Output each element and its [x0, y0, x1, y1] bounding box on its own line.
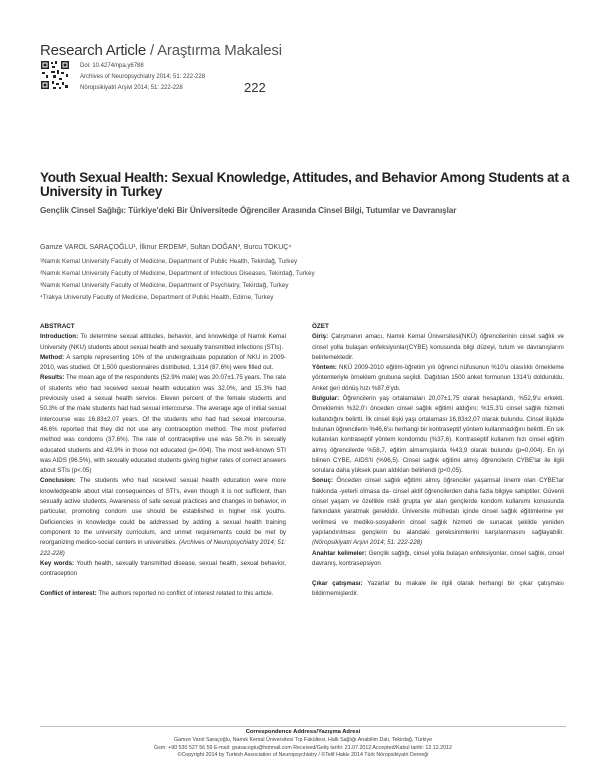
- journal-meta: [80, 61, 205, 94]
- ozet-heading: ÖZET: [312, 323, 329, 330]
- ozet-cikar: Çıkar çatışması: Yazarlar bu makale ile ilgili olarak herhangi bir çıkar çatışması bildirmemişlerdir.: [312, 580, 564, 598]
- footer-heading: Correspondence Address/Yazışma Adresi: [245, 729, 361, 735]
- ozet-anahtar: Anahtar kelimeler: Gençlik sağlığı, cinsel yolla bulaşan enfeksiyonlar, cinsel sağlık, cinsel davranış, kontrasepsiyon: [312, 549, 564, 567]
- ozet-yontem: Yöntem: NKÜ 2009-2010 eğitim-öğretim yılı öğrenci nüfusunun %10'u olasılıklı örnekleme yöntemleriyle örneklem grubuna seçildi. Dağıtılan 1500 anket formunun 1314'ü dolduruldu. Anket geri dönüş hızı %87,6'ydı.: [312, 364, 564, 392]
- ozet-bulgular: Bulgular: Öğrencilerin yaş ortalamaları 20,07±1,75 olarak hesaplandı, %52,9'u erkekti. Örneklemin %32,0'ı önceden cinsel sağlık eğitimi aldığını; %15,3'ü cinsel sağlık hizmeti kullandığını belirtti. İlk cinsel ilişki yaşı ortalaması 16,83±2,07 olarak bulundu. Cinsel ilişkide bulunan öğrencilerin %46,6'sı herhangi bir kontraseptif yöntem kullanmadığını belirtti. En sık kullanılan kontraseptif yöntem kondomdu (%37,6). Kontraseptif kullanım hızı cinsel eğitim almış öğrencilerde %58,7, eğitim almamışlarda %43,9 olarak bulundu (p=0,004). En iyi bilinen CYBE, AIDS'ti (%96,5). Cinsel sağlık eğitimi almış öğrencilerin CYBE'lar ile ilgili sorulara daha yüksek puan aldıkları belirlendi (p<0,05).: [312, 395, 564, 475]
- abstract-results: Results: The mean age of the respondents (52.9% male) was 20.07±1.75 years. The rate of students who had received sexual health education was 32.0%, and 15.3% had previously used a sexual health service. Eleven percent of the female students and 50.3% of the male students had had sexual intercourse. The average age of initial sexual intercourse was 16.83±2.07 years. Of the students who had had sexual intercourse, 46.6% reported that they did not use any contraception method. The most preferred method was condoms (37.6%). The rate of contraceptive use was 58.7% in sexually educated students and 43.9% in those not educated (p=.004). The most well-known STI was AIDS (96.5%), with sexually educated students giving higher rates of correct answers about STIs (p<.05): [40, 374, 287, 475]
- journal-citation-en: Archives of Neuropsychiatry 2014; 51: 222-228: [80, 74, 206, 80]
- doi[interactable]: Doi: 10.4274/npa.y6788: [80, 63, 144, 69]
- affiliation-1: ¹Namık Kemal University Faculty of Medicine, Department of Public Health, Tekirdağ, Turkey: [40, 258, 298, 265]
- affiliation-4: ⁴Trakya University Faculty of Medicine, Department of Public Health, Edirne, Turkey: [40, 294, 274, 301]
- affiliations: [40, 256, 315, 304]
- ozet-giris: Giriş: Çalışmanın amacı, Namık Kemal Üniversitesi(NKÜ) öğrencilerinin cinsel sağlık ve cinsel yolla bulaşan enfeksiyonlar(CYBE) konusunda bilgi düzeyi, tutum ve davranışlarını belirlemektedir.: [312, 333, 564, 361]
- abstract-tr: [312, 322, 564, 600]
- article-type-tr: Araştırma Makalesi: [157, 42, 282, 59]
- abstract-keywords: Key words: Youth health, sexually transmitted disease, sexual health, sexual behavior, contraception: [40, 559, 286, 578]
- journal-citation-tr: Nöropsikiyatri Arşivi 2014; 51: 222-228: [80, 85, 183, 91]
- abstract-en: [40, 322, 286, 600]
- correspondence-footer: [40, 729, 566, 760]
- footer-address: Gamze Varol Saraçoğlu, Namık Kemal Üniversitesi Tıp Fakültesi, Halk Sağlığı Anabilim Dalı, Tekirdağ, Türkiye: [173, 736, 433, 743]
- abstract-conflict: Conflict of interest: The authors reported no conflict of interest related to this article.: [40, 590, 274, 598]
- abstract-heading: ABSTRACT: [40, 323, 75, 330]
- abstract-introduction: Introduction: To determine sexual attitudes, behavior, and knowledge of Namık Kemal University (NKU) students about sexual health and sexually transmitted infections (STIs).: [40, 333, 286, 351]
- abstract-method: Method: A sample representing 10% of the undergraduate population of NKU in 2009-2010, was studied. Of 1,500 questionnaires distributed, 1,314 (87.6%) were filled out.: [40, 353, 286, 372]
- article-type-separator: /: [149, 42, 154, 59]
- affiliation-2: ²Namık Kemal University Faculty of Medicine, Department of Infectious Diseases, Tekirdağ, Turkey: [40, 270, 315, 277]
- abstract-conclusion: Conclusion: The students who had received sexual health education were more knowledgeable about vital consequences of STI's, even though it is not sufficient, than sexually active students. Awareness of safe sexual practices and changes in behavior, in particular, promoting condom use should be established in higher risk youths. Deficiencies in knowledge could be addressed by adding a sexual health training component to the university curriculum, and unmet requirements could be met by reorganizing medico-social centers in universities. (Archives of Neuropsychiatry 2014; 51: 222-228): [40, 477, 286, 557]
- footer-copyright: ©Copyright 2014 by Turkish Association of Neuropsychiatry / ©Telif Hakkı 2014 Türk Nöropsikiyatri Derneği: [177, 752, 429, 759]
- footer-divider: [40, 726, 566, 727]
- article-title-tr: Gençlik Cinsel Sağlığı: Türkiye'deki Bir Üniversitede Öğrenciler Arasında Cinsel Bilgi, Tutumlar ve Davranışlar: [40, 206, 457, 215]
- ozet-sonuc: Sonuç: Önceden cinsel sağlık eğitimi almış öğrenciler yaşamsal önemi olan CYBE'lar hakkında -yeterli olmasa da- cinsel aktif öğrencilerden daha fazla bilgiye sahiptiler. Güvenli cinsel yaşam ve özellikle riskli grupta yer alan gençlerde kondom kullanımı konusunda farkındalık yaratmak gereklidir. Üniversite müfredatı içinde cinsel sağlık eğitimlerine yer verilmesi ve mediko-sosyallerin cinsel sağlık hizmeti de sunacak şekilde yeniden yapılandırılması gençlerin bu alandaki gereksinimlerini karşılanmasını sağlayabilir. (Nöropsikiyatri Arşivi 2014; 51: 222-228): [312, 477, 564, 547]
- article-type-header: [40, 42, 282, 59]
- qr-code-icon: [40, 60, 70, 90]
- article-title: Youth Sexual Health: Sexual Knowledge, Attitudes, and Behavior Among Students at a University in Turkey: [40, 170, 570, 199]
- page-number: 222: [244, 80, 266, 95]
- authors: Gamze VAROL SARAÇOĞLU¹, İlknur ERDEM², Sultan DOĞAN³, Burcu TOKUÇ⁴: [40, 244, 292, 251]
- footer-contact: Gsm: +90 530 527 56 59 E-mail: gsaracoglu@hotmail.com Received/Geliş tarihi: 21.07.2012 Accepted/Kabul tarihi: 12.12.2012: [154, 744, 452, 751]
- affiliation-3: ³Namık Kemal University Faculty of Medicine, Department of Psychiatry, Tekirdağ, Turkey: [40, 282, 289, 289]
- article-type-en: Research Article: [40, 42, 147, 59]
